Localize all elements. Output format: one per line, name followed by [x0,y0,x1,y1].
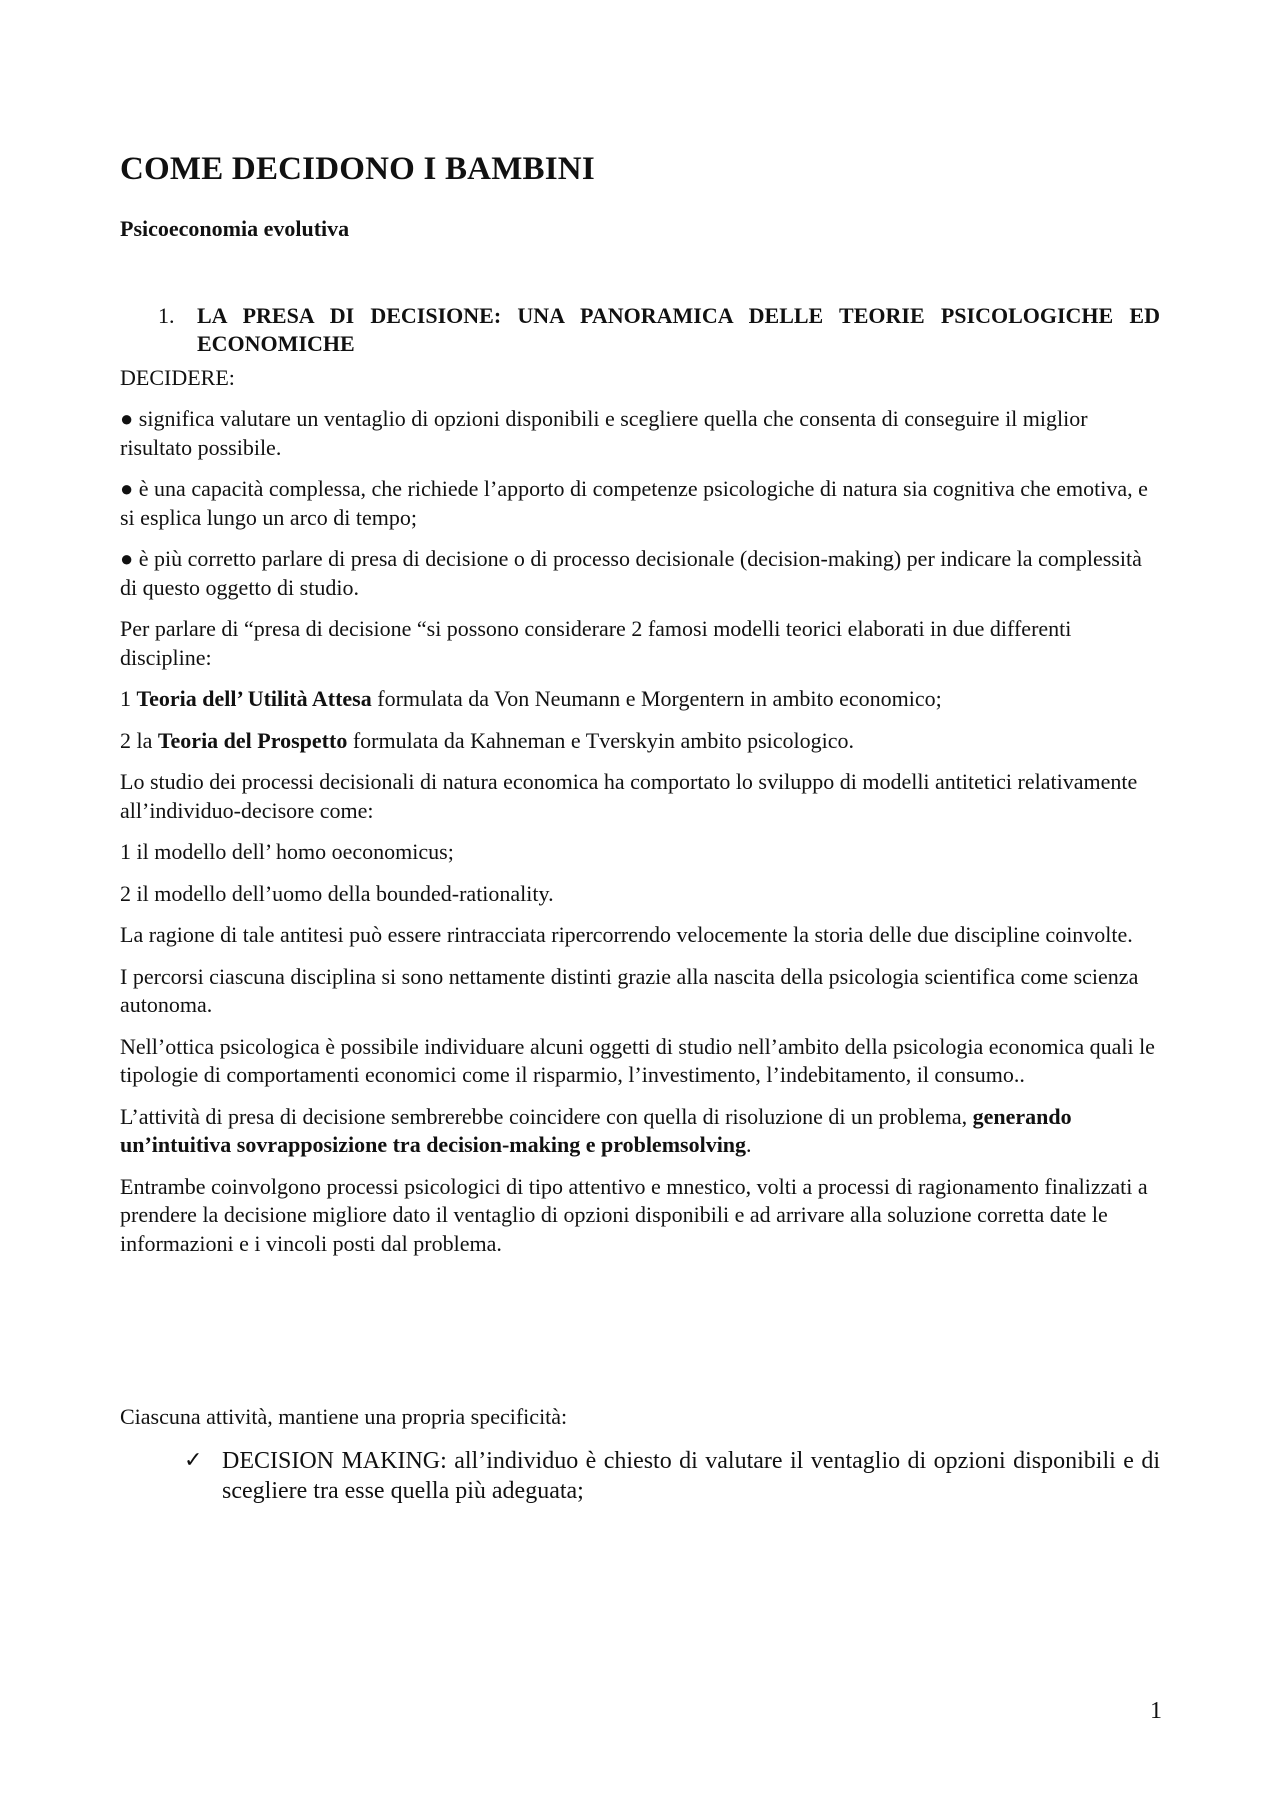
document-title: COME DECIDONO I BAMBINI [120,151,595,187]
model-1: 1 il modello dell’ homo oeconomicus; [120,839,454,865]
checkmark-icon: ✓ [184,1447,203,1473]
paragraph-antitesi: La ragione di tale antitesi può essere rintracciata ripercorrendo velocemente la storia delle due discipline coinvolte. [120,922,1133,948]
theory-2-rest: formulata da Kahneman e Tverskyin ambito psicologico. [347,727,855,753]
page-content [120,150,1160,1506]
bullet-paragraph: ● significa valutare un ventaglio di opzioni disponibili e scegliere quella che consenta di conseguire il miglior risultato possibile. [120,406,1088,460]
paragraph-percorsi: I percorsi ciascuna disciplina si sono nettamente distinti grazie alla nascita della psicologia scientifica come scienza autonoma. [120,963,1139,1018]
section-heading [158,302,1160,358]
theory-2-prefix: 2 la [120,727,158,753]
theory-2 [120,727,1160,756]
theory-1 [120,685,1160,714]
vertical-spacer [120,1258,1160,1403]
check-list-text: DECISION MAKING: all’individuo è chiesto di valutare il ventaglio di opzioni disponibili e di scegliere tra esse quella più adeguata; [222,1447,1160,1504]
theory-1-name: Teoria dell’ Utilità Attesa [136,686,372,712]
attivita-bold: generando un’intuitiva sovrapposizione tra decision-making e problemsolving [120,1103,1072,1158]
paragraph-attivita [120,1103,1160,1160]
theory-1-rest: formulata da Von Neumann e Morgentern in ambito economico; [371,686,942,712]
paragraph-models: Lo studio dei processi decisionali di natura economica ha comportato lo sviluppo di modelli antitetici relativamente all’individuo-decisore come: [120,769,1138,823]
page-number: 1 [1150,1698,1162,1724]
check-list-item [184,1446,1160,1506]
section-heading-text: LA PRESA DI DECISIONE: UNA PANORAMICA DELLE TEORIE PSICOLOGICHE ED ECONOMICHE [197,302,1160,356]
section-number: 1. [158,302,175,328]
attivita-end: . [746,1132,752,1158]
bullet-paragraph: ● è una capacità complessa, che richiede l’apporto di competenze psicologiche di natura sia cognitiva che emotiva, e si esplica lungo un arco di tempo; [120,476,1148,530]
decidere-label: DECIDERE: [120,364,235,390]
paragraph-entrambe: Entrambe coinvolgono processi psicologici di tipo attentivo e mnestico, volti a processi di ragionamento finalizzati a prendere la decisione migliore dato il ventaglio di opzioni disponibili e ad arrivare alla soluzione corretta date le informazioni e i vincoli posti dal problema. [120,1173,1148,1256]
bullet-paragraph: ● è più corretto parlare di presa di decisione o di processo decisionale (decision-making) per indicare la complessità di questo oggetto di studio. [120,546,1142,600]
document-subtitle: Psicoeconomia evolutiva [120,215,350,241]
theory-1-prefix: 1 [120,686,137,712]
paragraph-ciascuna: Ciascuna attività, mantiene una propria specificità: [120,1404,568,1430]
paragraph-ottica: Nell’ottica psicologica è possibile individuare alcuni oggetti di studio nell’ambito della psicologia economica quali le tipologie di comportamenti economici come il risparmio, l’investimento, l’indebitamento, il consumo.. [120,1033,1155,1088]
attivita-text: L’attività di presa di decisione sembrerebbe coincidere con quella di risoluzione di un problema, [120,1103,973,1129]
model-2: 2 il modello dell’uomo della bounded-rationality. [120,880,554,906]
paragraph-intro: Per parlare di “presa di decisione “si possono considerare 2 famosi modelli teorici elaborati in due differenti discipline: [120,616,1072,670]
theory-2-name: Teoria del Prospetto [157,727,348,753]
